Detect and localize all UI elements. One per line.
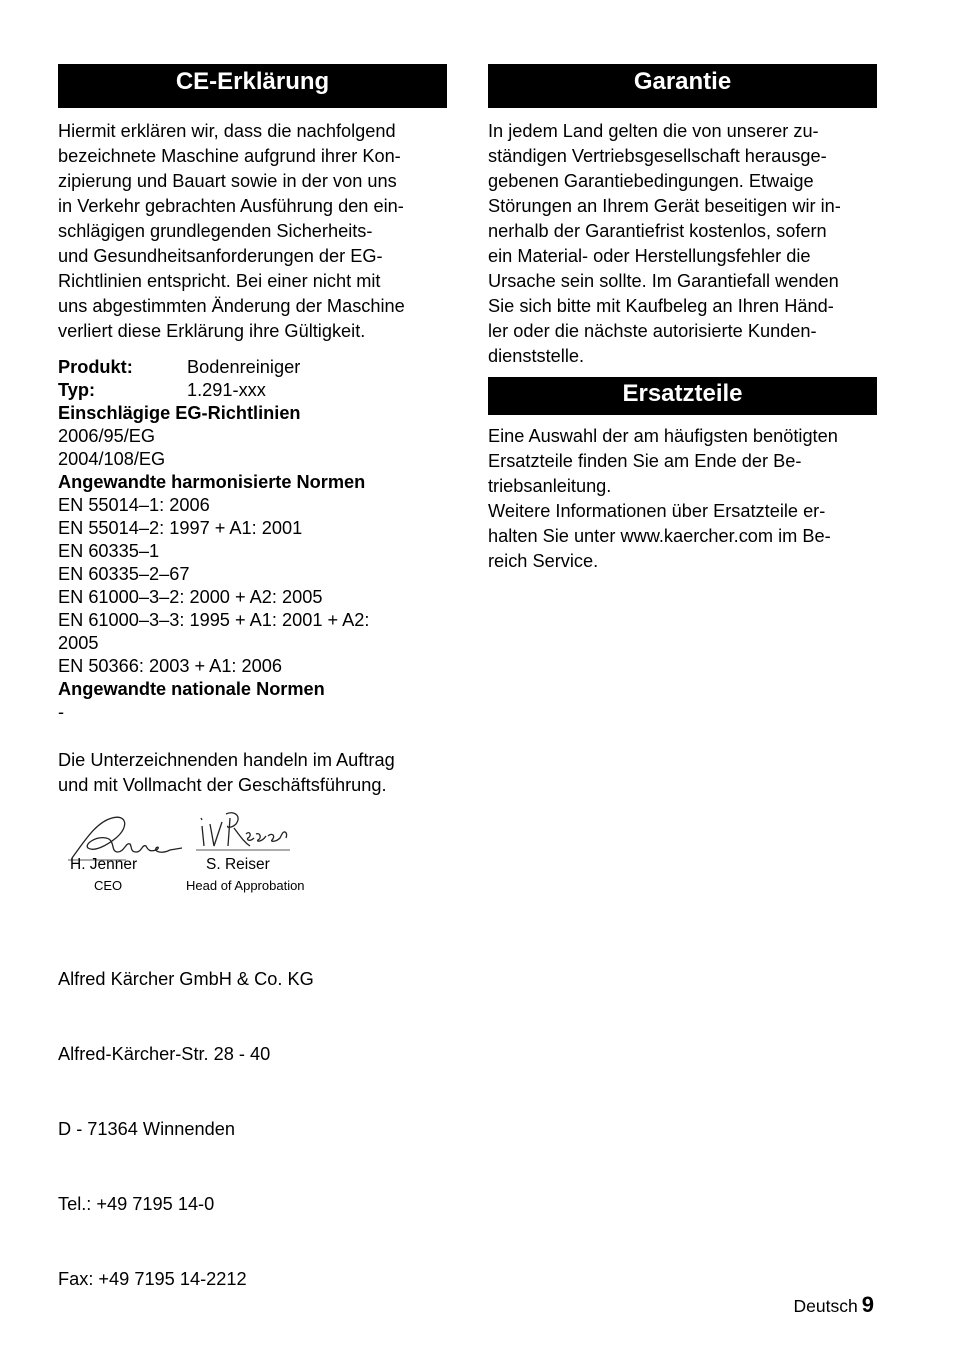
norm-item: EN 60335–1 (58, 541, 160, 561)
norm-item: EN 61000–3–2: 2000 + A2: 2005 (58, 587, 323, 607)
norm-item: EN 60335–2–67 (58, 564, 190, 584)
eg-heading: Einschlägige EG-Richtlinien (58, 403, 301, 423)
garantie-heading: Garantie (488, 64, 877, 108)
type-label: Typ: (58, 380, 96, 400)
eg-item: 2006/95/EG (58, 426, 156, 446)
spacer (58, 724, 447, 748)
national-norms-value: - (58, 702, 65, 722)
address-line: Tel.: +49 7195 14-0 (58, 1194, 215, 1214)
garantie-text: In jedem Land gelten die von unserer zu- ständigen Vertriebsgesellschaft herausge- gebenen Garantiebedingungen. Etwaige Störungen an Ihrem Gerät beseitigen wir in- nerhalb der Garantiefrist kostenlos, sofern ein Material- oder Herstellungsfehler die Ursache sein sollte. Im Garantiefall wenden Sie sich bitte mit Kaufbeleg an Ihren Händ- ler oder die nächste autorisierte Kunden- dienststelle. (488, 121, 841, 366)
product-row (58, 356, 447, 379)
signature-reiser (196, 808, 292, 852)
ce-heading: CE-Erklärung (58, 64, 447, 108)
spec-block (58, 356, 447, 724)
signer2-role: Head of Approbation (186, 878, 305, 893)
norm-item: EN 55014–2: 1997 + A1: 2001 (58, 518, 303, 538)
page-number: 9 (861, 1292, 874, 1317)
type-row (58, 379, 447, 402)
ersatzteile-heading: Ersatzteile (488, 377, 877, 415)
right-column (488, 64, 877, 574)
product-label: Produkt: (58, 357, 133, 377)
type-value: 1.291-xxx (187, 380, 266, 400)
address-block (58, 917, 447, 1342)
norm-item: EN 61000–3–3: 1995 + A1: 2001 + A2: (58, 610, 370, 630)
signer1-name: H. Jenner (70, 856, 138, 873)
harmonised-norms-heading: Angewandte harmonisierte Normen (58, 472, 366, 492)
norm-item: 2005 (58, 633, 99, 653)
norm-item: EN 50366: 2003 + A1: 2006 (58, 656, 282, 676)
product-value: Bodenreiniger (187, 357, 301, 377)
eg-item: 2004/108/EG (58, 449, 166, 469)
ersatzteile-text: Eine Auswahl der am häufigsten benötigten Ersatzteile finden Sie am Ende der Be- triebsanleitung. Weitere Informationen über Ersatzteile er- halten Sie unter www.kaercher.com im Be- reich Service. (488, 426, 838, 571)
ce-intro-text: Hiermit erklären wir, dass die nachfolgend bezeichnete Maschine aufgrund ihrer Kon- zipierung und Bauart sowie in der von uns in Verkehr gebrachten Ausführung den ein- schlägigen grundlegenden Sicherheits- und Gesundheitsanforderungen der EG- Richtlinien entspricht. Bei einer nicht mit uns abgestimmten Änderung der Maschine verliert diese Erklärung ihre Gültigkeit. (58, 121, 405, 341)
signer2-name: S. Reiser (206, 856, 270, 873)
address-line: Alfred-Kärcher-Str. 28 - 40 (58, 1044, 271, 1064)
page-footer (794, 1292, 874, 1318)
address-line: Fax: +49 7195 14-2212 (58, 1269, 247, 1289)
signer1-role: CEO (94, 878, 123, 893)
national-norms-heading: Angewandte nationale Normen (58, 679, 325, 699)
address-line: D - 71364 Winnenden (58, 1119, 235, 1139)
footer-language: Deutsch (793, 1296, 858, 1316)
left-column (58, 64, 447, 1342)
signature-block (58, 806, 447, 906)
norm-item: EN 55014–1: 2006 (58, 495, 210, 515)
address-line: Alfred Kärcher GmbH & Co. KG (58, 969, 314, 989)
signatories-text: Die Unterzeichnenden handeln im Auftrag und mit Vollmacht der Geschäftsführung. (58, 750, 395, 795)
